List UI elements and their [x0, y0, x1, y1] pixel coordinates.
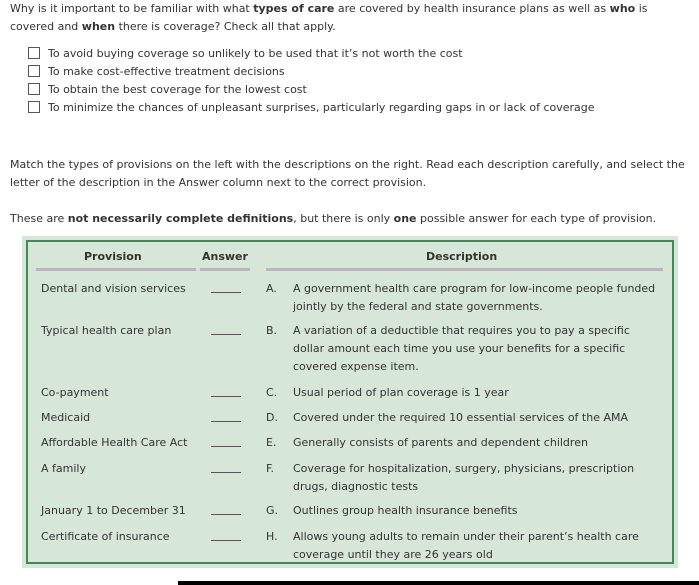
question-intro: Why is it important to be familiar with what types of care are covered by health insurance plans as well as who is covered and when there is coverage? Check all that apply.: [10, 2, 648, 33]
checkbox-label: To avoid buying coverage so unlikely to be used that it’s not worth the cost: [48, 46, 463, 60]
checkbox[interactable]: [28, 101, 40, 113]
description-letter: C.: [266, 386, 278, 399]
answer-blank[interactable]: [211, 334, 241, 335]
description-letter: A.: [266, 282, 277, 295]
provision-item: Medicaid: [41, 411, 91, 424]
provision-item: Affordable Health Care Act: [41, 436, 188, 449]
checkbox-label: To make cost-effective treatment decisions: [48, 64, 285, 78]
description-text: Covered under the required 10 essential services of the AMA: [293, 411, 629, 424]
description-text: Allows young adults to remain under their parent’s health care coverage until they are 26 years old: [293, 530, 639, 561]
provision-item: Dental and vision services: [41, 282, 186, 295]
answer-blank[interactable]: [211, 421, 241, 422]
description-text: Usual period of plan coverage is 1 year: [293, 386, 509, 399]
checkbox-option[interactable]: [28, 44, 595, 62]
description-letter: D.: [266, 411, 278, 424]
checkbox-option[interactable]: [28, 62, 595, 80]
provision-item: Typical health care plan: [41, 324, 172, 337]
answer-blank[interactable]: [211, 540, 241, 541]
bottom-scroll-edge: [178, 581, 699, 585]
provision-item: January 1 to December 31: [41, 504, 186, 517]
matching-table: [26, 240, 674, 564]
matching-instructions: Match the types of provisions on the left with the descriptions on the right. Read each description carefully, and select the letter of the description in the Answer column next to the correct provision.: [10, 158, 685, 189]
description-letter: F.: [266, 462, 275, 475]
provision-item: Certificate of insurance: [41, 530, 170, 543]
checkbox-option[interactable]: [28, 98, 595, 116]
description-letter: B.: [266, 324, 278, 337]
checkbox-list: [28, 44, 595, 116]
answer-blank[interactable]: [211, 446, 241, 447]
answer-blank[interactable]: [211, 396, 241, 397]
checkbox[interactable]: [28, 65, 40, 77]
description-text: Outlines group health insurance benefits: [293, 504, 518, 517]
description-letter: G.: [266, 504, 279, 517]
provision-header-rule: [36, 268, 196, 271]
description-text: A government health care program for low-income people funded jointly by the federal and state governments.: [293, 282, 656, 313]
checkbox[interactable]: [28, 47, 40, 59]
description-text: Generally consists of parents and dependent children: [293, 436, 588, 449]
description-text: A variation of a deductible that requires you to pay a specific dollar amount each time you use your benefits for a specific covered expense item.: [293, 324, 630, 373]
description-text: Coverage for hospitalization, surgery, physicians, prescription drugs, diagnostic tests: [293, 462, 635, 493]
checkbox-label: To minimize the chances of unpleasant surprises, particularly regarding gaps in or lack of coverage: [48, 100, 595, 114]
description-header-rule: [266, 268, 663, 271]
answer-blank[interactable]: [211, 514, 241, 515]
provision-item: A family: [41, 462, 86, 475]
provision-header: Provision: [84, 250, 142, 263]
answer-header: Answer: [202, 250, 248, 263]
matching-panel: [22, 236, 678, 568]
answer-blank[interactable]: [211, 472, 241, 473]
description-letter: H.: [266, 530, 278, 543]
answer-blank[interactable]: [211, 292, 241, 293]
answer-header-rule: [200, 268, 250, 271]
checkbox[interactable]: [28, 83, 40, 95]
matching-note: These are not necessarily complete definitions, but there is only one possible answer for each type of provision.: [10, 212, 657, 225]
checkbox-option[interactable]: [28, 80, 595, 98]
provision-item: Co-payment: [41, 386, 109, 399]
checkbox-label: To obtain the best coverage for the lowest cost: [48, 82, 307, 96]
description-header: Description: [426, 250, 498, 263]
description-letter: E.: [266, 436, 277, 449]
